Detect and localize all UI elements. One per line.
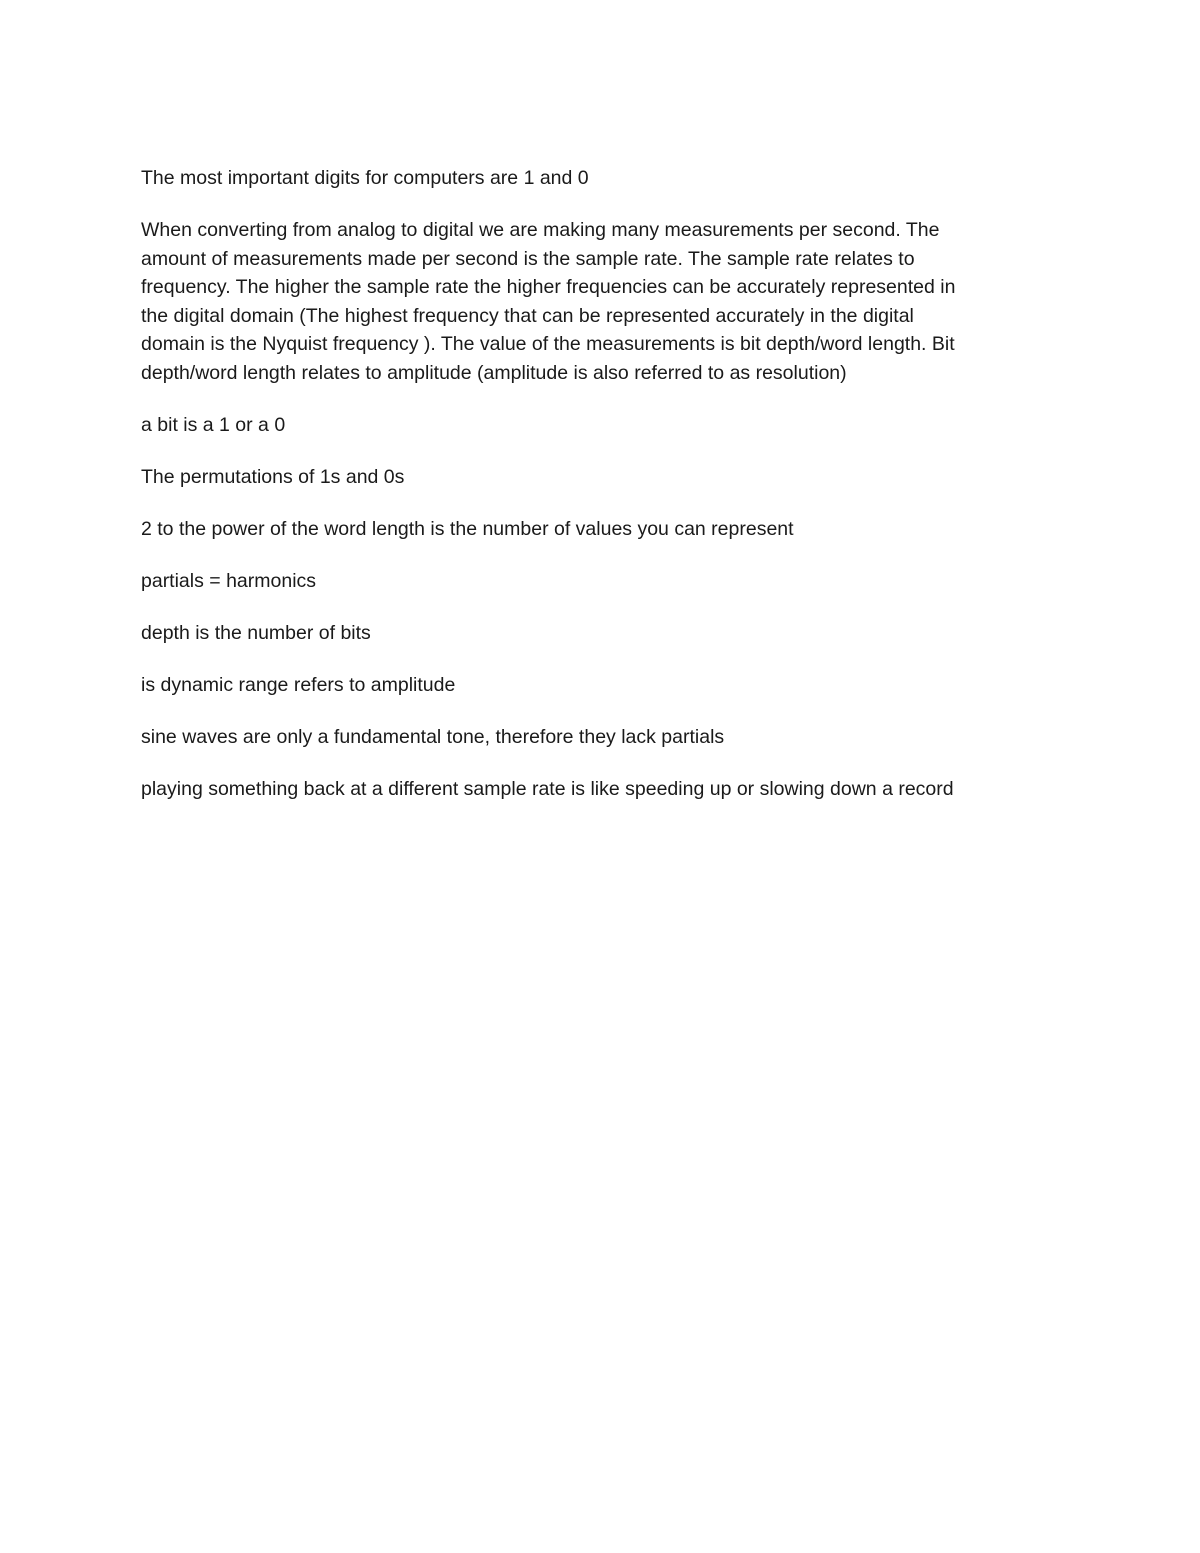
paragraph-line: is dynamic range refers to amplitude (141, 673, 456, 696)
paragraph-line: depth is the number of bits (141, 621, 371, 644)
paragraph-line: domain is the Nyquist frequency ). The value of the measurements is bit depth/word length. Bit (141, 333, 955, 356)
paragraph-line: a bit is a 1 or a 0 (141, 413, 286, 436)
paragraph-permutations (141, 463, 1061, 492)
paragraph-bit (141, 411, 1061, 440)
paragraph-line: the digital domain (The highest frequency that can be represented accurately in the digital (141, 304, 914, 327)
paragraph-line: playing something back at a different sample rate is like speeding up or slowing down a record (141, 777, 954, 800)
paragraph-line: depth/word length relates to amplitude (amplitude is also referred to as resolution) (141, 361, 847, 384)
paragraph-line: partials = harmonics (141, 569, 317, 592)
paragraph-sample-rate (141, 216, 1061, 388)
paragraph-line: amount of measurements made per second is the sample rate. The sample rate relates to (141, 247, 915, 270)
paragraph-line: frequency. The higher the sample rate the higher frequencies can be accurately represented in (141, 276, 956, 299)
paragraph-dynamic-range (141, 671, 1061, 700)
paragraph-line: sine waves are only a fundamental tone, therefore they lack partials (141, 725, 725, 748)
paragraph-power (141, 515, 1061, 544)
paragraph-line: The permutations of 1s and 0s (141, 465, 405, 488)
paragraph-line: 2 to the power of the word length is the number of values you can represent (141, 517, 794, 540)
paragraph-line: When converting from analog to digital we are making many measurements per second. The (141, 218, 940, 241)
paragraph-line: The most important digits for computers are 1 and 0 (141, 167, 589, 189)
paragraph-sine-waves (141, 723, 1061, 752)
paragraph-partials (141, 567, 1061, 596)
paragraph-depth (141, 619, 1061, 648)
paragraph-digits (141, 164, 1061, 193)
paragraph-playback (141, 775, 1061, 804)
document-body (141, 164, 1061, 827)
